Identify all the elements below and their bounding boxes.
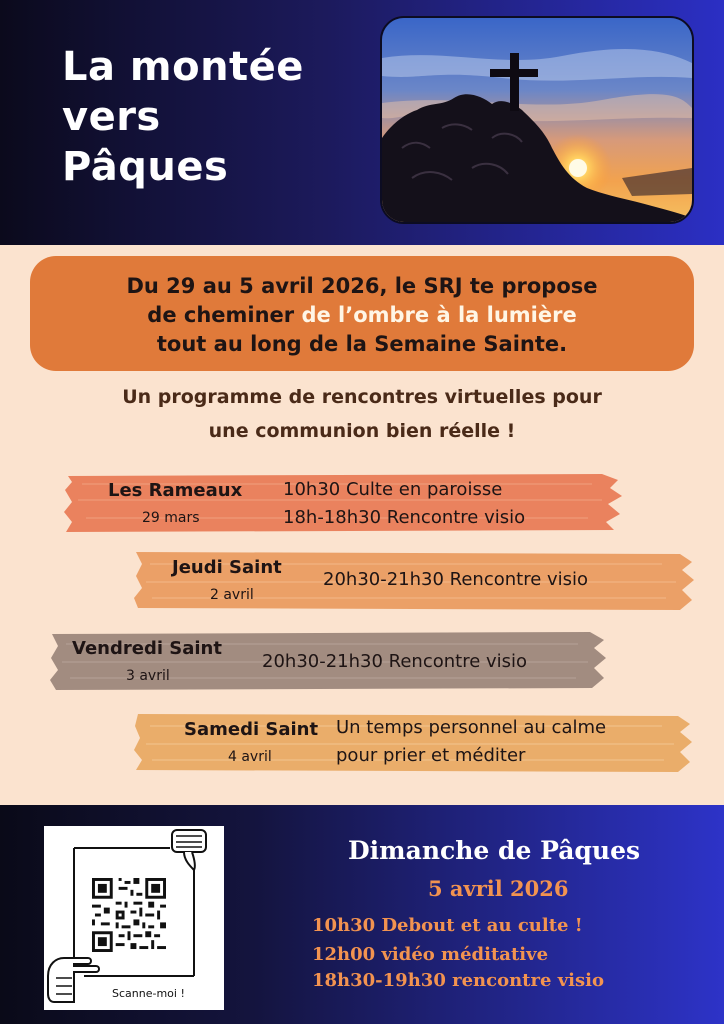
- sunday-item: 10h30 Debout et au culte !: [312, 915, 583, 936]
- event-date: 3 avril: [126, 668, 170, 684]
- pointing-hand-icon: [48, 958, 99, 1002]
- cross-sunset-photo: [380, 16, 694, 224]
- intro-line-3: tout au long de la Semaine Sainte.: [156, 332, 568, 356]
- subtitle-line-1: Un programme de rencontres virtuelles pour: [122, 386, 602, 408]
- title-line-1: La montée: [62, 44, 304, 90]
- intro-text: [30, 272, 694, 359]
- intro-line-1: Du 29 au 5 avril 2026, le SRJ te propose: [126, 274, 598, 298]
- sunday-title: Dimanche de Pâques: [348, 836, 641, 865]
- sunday-item: 18h30-19h30 rencontre visio: [312, 970, 604, 991]
- poster-title: [62, 42, 304, 192]
- event-date: 29 mars: [142, 510, 200, 526]
- event-name: Samedi Saint: [184, 719, 319, 740]
- event-detail: Un temps personnel au calme: [336, 717, 607, 738]
- event-detail: 10h30 Culte en paroisse: [283, 479, 503, 500]
- sunday-date: 5 avril 2026: [428, 876, 569, 901]
- event-name: Vendredi Saint: [72, 638, 222, 659]
- event-detail: pour prier et méditer: [336, 745, 526, 766]
- qr-caption: Scanne-moi !: [112, 987, 185, 1000]
- intro-highlight: de l’ombre à la lumière: [301, 303, 577, 327]
- event-detail: 20h30-21h30 Rencontre visio: [323, 569, 589, 590]
- event-name: Les Rameaux: [108, 480, 243, 501]
- qr-code-icon[interactable]: [92, 878, 166, 952]
- intro-line-2-prefix: de cheminer: [147, 303, 302, 327]
- title-line-2: vers: [62, 94, 161, 140]
- thumbs-down-hand-icon: [172, 830, 206, 870]
- sunday-item: 12h00 vidéo méditative: [312, 944, 549, 965]
- event-date: 2 avril: [210, 587, 254, 603]
- program-subtitle: [0, 380, 724, 448]
- event-detail: 20h30-21h30 Rencontre visio: [262, 651, 528, 672]
- qr-panel[interactable]: [44, 826, 224, 1010]
- cross-sunset-illustration: [382, 18, 692, 222]
- title-line-3: Pâques: [62, 144, 229, 190]
- intro-line-2: [30, 301, 694, 330]
- event-detail: 18h-18h30 Rencontre visio: [283, 507, 526, 528]
- event-date: 4 avril: [228, 749, 272, 765]
- subtitle-line-2: une communion bien réelle !: [208, 420, 516, 442]
- event-name: Jeudi Saint: [172, 557, 282, 578]
